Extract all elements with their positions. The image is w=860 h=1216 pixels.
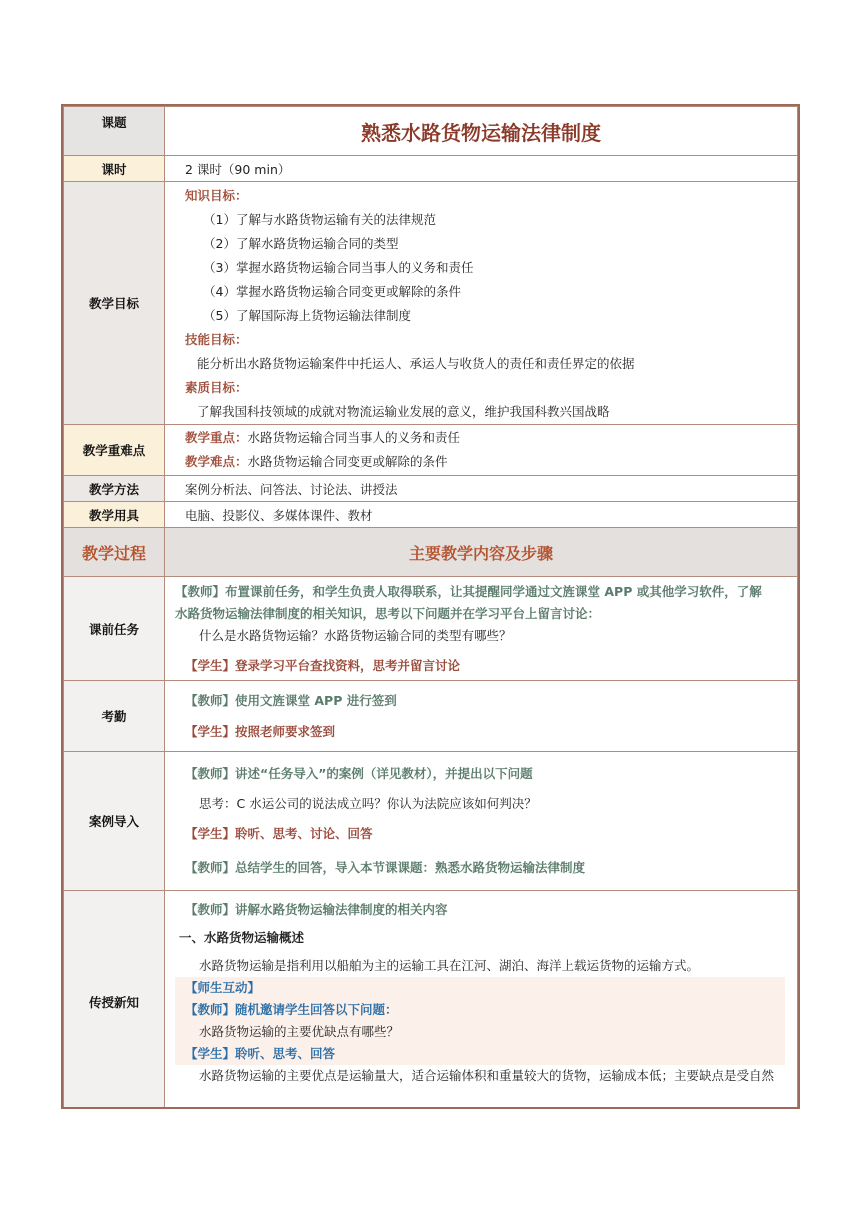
interaction-box xyxy=(175,977,785,1065)
case-intro-student: 【学生】聆听、思考、讨论、回答 xyxy=(185,826,373,841)
knowledge-item: （5）了解国际海上货物运输法律制度 xyxy=(203,308,411,323)
goals-content xyxy=(165,182,798,425)
tools-value: 电脑、投影仪、多媒体课件、教材 xyxy=(165,502,798,528)
knowledge-item: （2）了解水路货物运输合同的类型 xyxy=(203,236,399,251)
pre-task-student: 【学生】登录学习平台查找资料，思考并留言讨论 xyxy=(185,657,461,673)
answer-text: 水路货物运输的主要优点是运输量大，适合运输体积和重量较大的货物，运输成本低；主要缺点是受自然 xyxy=(199,1068,775,1083)
hours-value: 2 课时（90 min） xyxy=(165,156,798,182)
difficulty-title: 教学难点： xyxy=(185,454,248,469)
lesson-plan-table xyxy=(61,104,800,1109)
section-heading: 一、水路货物运输概述 xyxy=(179,930,305,945)
knowledge-goal-title: 知识目标： xyxy=(185,188,248,203)
case-intro-think: 思考：C 水运公司的说法成立吗？你认为法院应该如何判决？ xyxy=(199,796,537,811)
attendance-label: 考勤 xyxy=(64,681,165,752)
attendance-content xyxy=(165,681,798,752)
new-knowledge-content xyxy=(165,891,798,1110)
pre-task-teacher-line2: 水路货物运输法律制度的相关知识，思考以下问题并在学习平台上留言讨论： xyxy=(175,605,601,621)
pre-task-content xyxy=(165,577,798,681)
definition-text: 水路货物运输是指利用以船舶为主的运输工具在江河、湖泊、海洋上载运货物的运输方式。 xyxy=(199,958,700,973)
interaction-title: 【师生互动】 xyxy=(185,980,261,995)
pre-task-teacher-line1: 【教师】布置课前任务，和学生负责人取得联系，让其提醒同学通过文旌课堂 APP 或其他学习软件，了解 xyxy=(175,583,762,599)
attendance-teacher: 【教师】使用文旌课堂 APP 进行签到 xyxy=(185,692,397,708)
focus-title: 教学重点： xyxy=(185,430,248,445)
methods-label: 教学方法 xyxy=(64,476,165,502)
case-intro-teacher1: 【教师】讲述“任务导入”的案例（详见教材），并提出以下问题 xyxy=(185,766,533,781)
topic-label: 课题 xyxy=(64,107,165,156)
case-intro-label: 案例导入 xyxy=(64,752,165,891)
attendance-student: 【学生】按照老师要求签到 xyxy=(185,723,336,739)
focus-text: 水路货物运输合同当事人的义务和责任 xyxy=(247,430,461,445)
interaction-teacher: 【教师】随机邀请学生回答以下问题： xyxy=(185,1002,398,1017)
knowledge-item: （1）了解与水路货物运输有关的法律规范 xyxy=(203,212,436,227)
page-title: 熟悉水路货物运输法律制度 xyxy=(165,107,798,156)
quality-goal-title: 素质目标： xyxy=(185,380,248,395)
knowledge-item: （4）掌握水路货物运输合同变更或解除的条件 xyxy=(203,284,461,299)
goals-label: 教学目标 xyxy=(64,182,165,425)
process-header-right: 主要教学内容及步骤 xyxy=(165,528,798,577)
new-knowledge-teacher: 【教师】讲解水路货物运输法律制度的相关内容 xyxy=(185,902,448,917)
skill-goal-text: 能分析出水路货物运输案件中托运人、承运人与收货人的责任和责任界定的依据 xyxy=(197,356,635,371)
new-knowledge-label: 传授新知 xyxy=(64,891,165,1110)
tools-label: 教学用具 xyxy=(64,502,165,528)
key-points-label: 教学重难点 xyxy=(64,425,165,476)
knowledge-item: （3）掌握水路货物运输合同当事人的义务和责任 xyxy=(203,260,474,275)
process-header-left: 教学过程 xyxy=(64,528,165,577)
skill-goal-title: 技能目标： xyxy=(185,332,248,347)
pre-task-label: 课前任务 xyxy=(64,577,165,681)
methods-value: 案例分析法、问答法、讨论法、讲授法 xyxy=(165,476,798,502)
quality-goal-text: 了解我国科技领域的成就对物流运输业发展的意义，维护我国科教兴国战略 xyxy=(197,404,610,419)
case-intro-teacher2: 【教师】总结学生的回答，导入本节课课题：熟悉水路货物运输法律制度 xyxy=(185,860,586,875)
interaction-question: 水路货物运输的主要优缺点有哪些？ xyxy=(199,1024,400,1039)
pre-task-question: 什么是水路货物运输？水路货物运输合同的类型有哪些？ xyxy=(199,627,512,643)
hours-label: 课时 xyxy=(64,156,165,182)
interaction-student: 【学生】聆听、思考、回答 xyxy=(185,1046,336,1061)
case-intro-content xyxy=(165,752,798,891)
key-points-content xyxy=(165,425,798,476)
difficulty-text: 水路货物运输合同变更或解除的条件 xyxy=(247,454,448,469)
